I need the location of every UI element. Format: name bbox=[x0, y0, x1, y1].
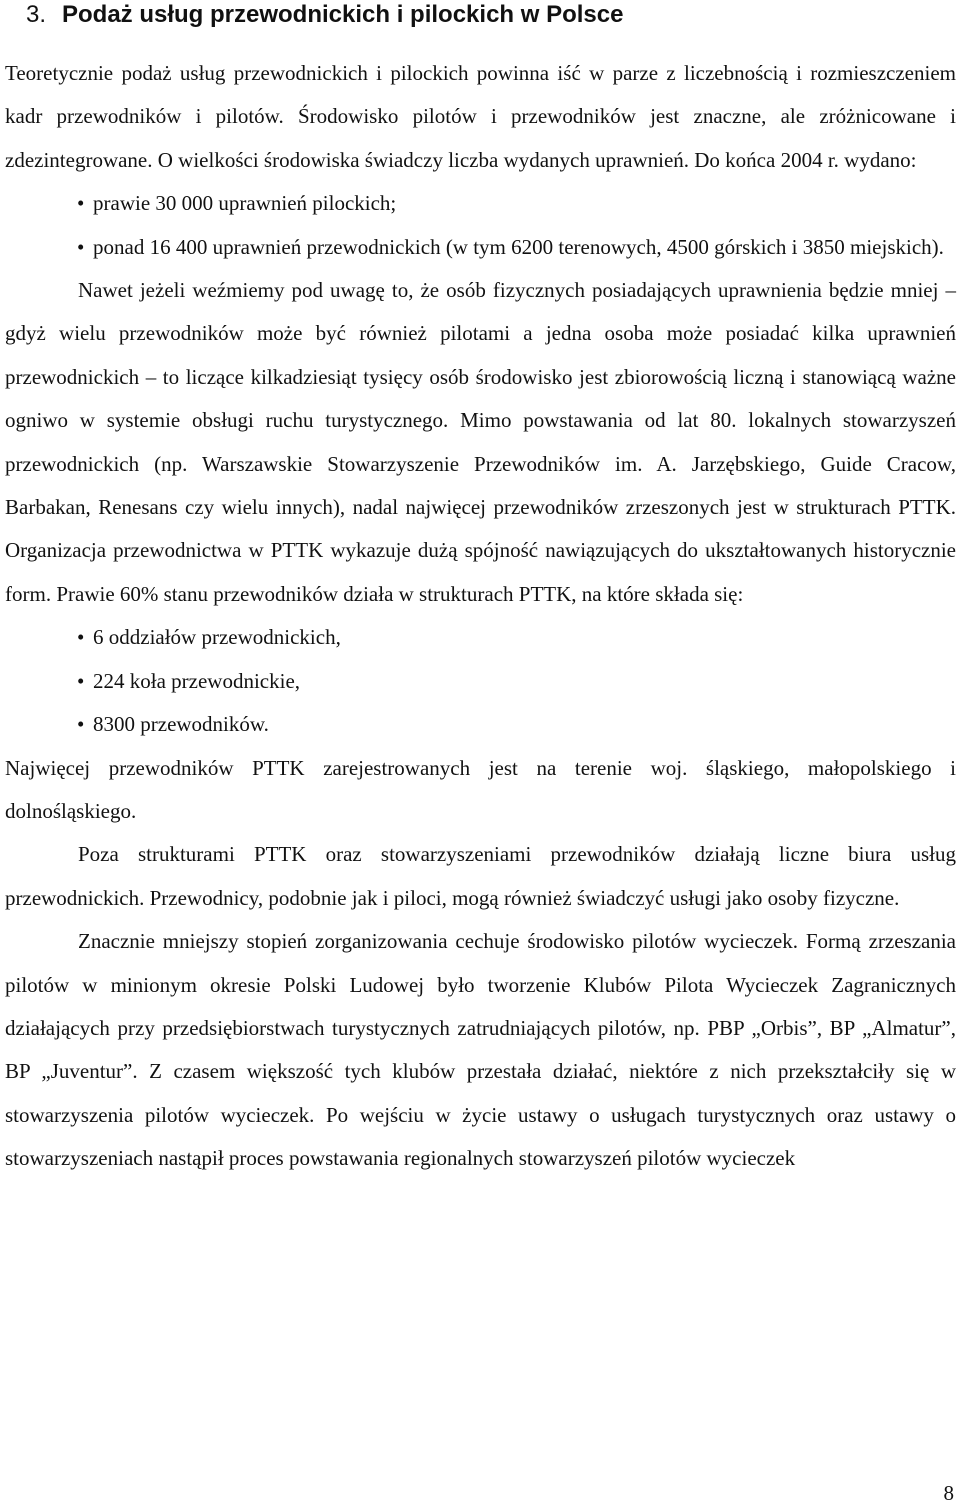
section-title: Podaż usług przewodnickich i pilockich w Polsce bbox=[62, 1, 624, 28]
section-heading bbox=[0, 0, 960, 30]
list-item: • prawie 30 000 uprawnień pilockich; bbox=[5, 182, 956, 225]
list-item: • 8300 przewodników. bbox=[5, 703, 956, 746]
pttk-structure-list bbox=[5, 616, 956, 746]
list-item: • 224 koła przewodnickie, bbox=[5, 660, 956, 703]
list-item: • ponad 16 400 uprawnień przewodnickich (w tym 6200 terenowych, 4500 górskich i 3850 miejskich). bbox=[5, 226, 956, 269]
paragraph-guides: Nawet jeżeli weźmiemy pod uwagę to, że osób fizycznych posiadających uprawnienia będzie mniej – gdyż wielu przewodników może być również pilotami a jedna osoba może posiadać kilka uprawnień przewodnickich – to liczące kilkadziesiąt tysięcy osób środowisko jest zbiorowością liczną i stanowiącą ważne ogniwo w systemie obsługi ruchu turystycznego. Mimo powstawania od lat 80. lokalnych stowarzyszeń przewodnickich (np. Warszawskie Stowarzyszenie Przewodników im. A. Jarzębskiego, Guide Cracow, Barbakan, Renesans czy wielu innych), nadal najwięcej przewodników zrzeszonych jest w strukturach PTTK. Organizacja przewodnictwa w PTTK wykazuje dużą spójność nawiązujących do ukształtowanych historycznie form. Prawie 60% stanu przewodników działa w strukturach PTTK, na które składa się: bbox=[5, 278, 956, 606]
paragraph-pilots: Znacznie mniejszy stopień zorganizowania cechuje środowisko pilotów wycieczek. Formą zrzeszania pilotów w minionym okresie Polski Ludowej było tworzenie Klubów Pilota Wycieczek Zagranicznych działających przy przedsiębiorstwach turystycznych zatrudniających pilotów, np. PBP „Orbis”, BP „Almatur”, BP „Juventur”. Z czasem większość tych klubów przestała działać, niektóre z nich przekształciły się w stowarzyszenia pilotów wycieczek. Po wejściu w życie ustawy o usługach turystycznych oraz ustawy o stowarzyszeniach nastąpił proces powstawania regionalnych stowarzyszeń pilotów wycieczek bbox=[5, 929, 956, 1171]
paragraph-offices: Poza strukturami PTTK oraz stowarzyszeniami przewodników działają liczne biura usług przewodnickich. Przewodnicy, podobnie jak i piloci, mogą również świadczyć usługi jako osoby fizyczne. bbox=[5, 842, 956, 910]
paragraph-intro: Teoretycznie podaż usług przewodnickich i pilockich powinna iść w parze z liczebnością i rozmieszczeniem kadr przewodników i pilotów. Środowisko pilotów i przewodników jest znaczne, ale zróżnicowane i zdezintegrowane. O wielkości środowiska świadczy liczba wydanych uprawnień. Do końca 2004 r. wydano: bbox=[5, 61, 956, 172]
page-number: 8 bbox=[943, 1481, 954, 1505]
paragraph-regions: Najwięcej przewodników PTTK zarejestrowanych jest na terenie woj. śląskiego, małopolskiego i dolnośląskiego. bbox=[5, 755, 956, 823]
list-item: • 6 oddziałów przewodnickich, bbox=[5, 616, 956, 659]
permits-list bbox=[5, 182, 956, 269]
section-number: 3. bbox=[26, 1, 47, 28]
document-body bbox=[5, 52, 956, 1181]
